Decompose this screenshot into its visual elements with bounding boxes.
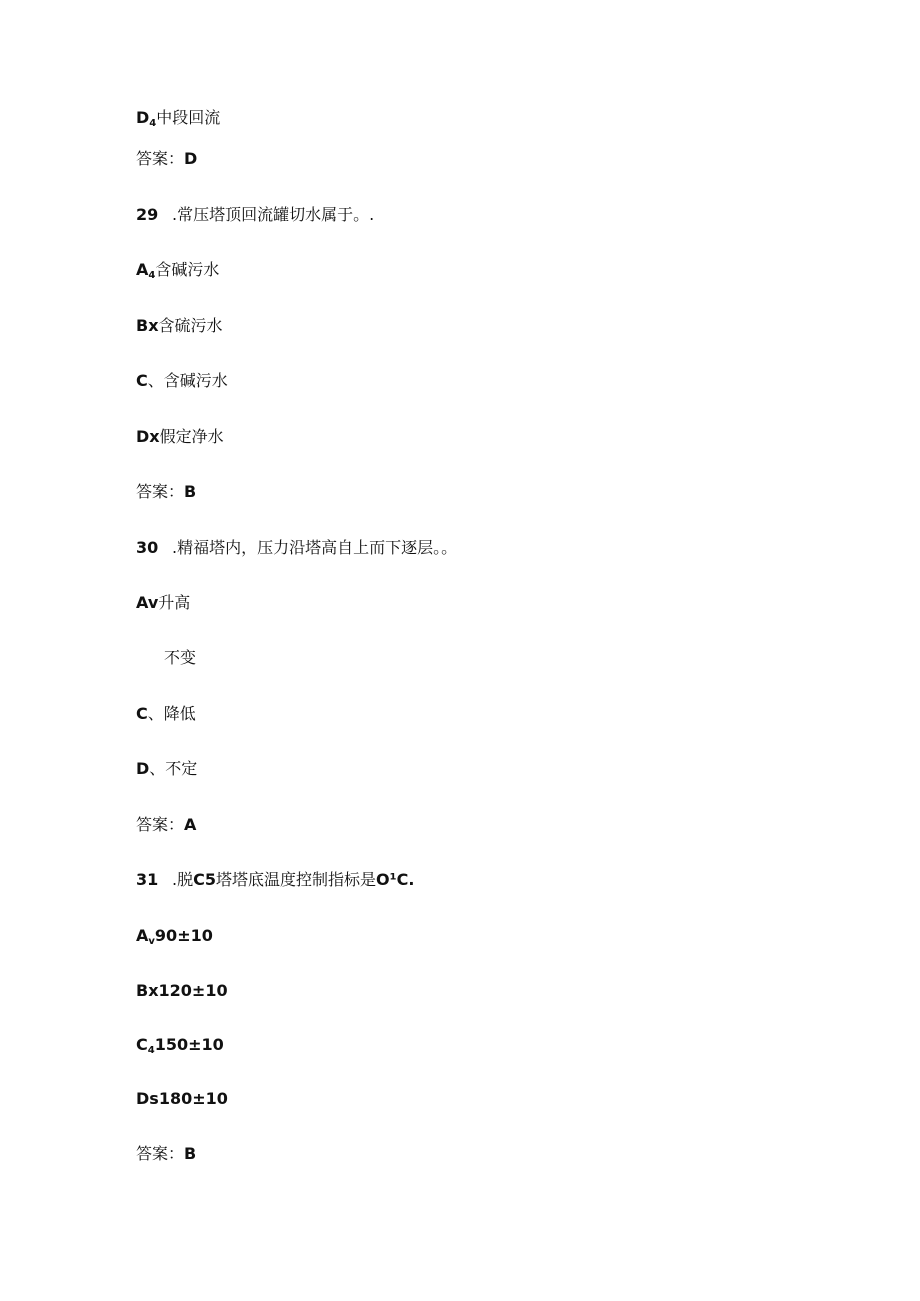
answer-line xyxy=(136,149,197,169)
answer-line xyxy=(136,815,196,835)
question-number: 29 xyxy=(136,205,159,224)
answer-value: B xyxy=(184,482,197,501)
option-b-line xyxy=(164,648,196,668)
option-letter: C xyxy=(136,1035,148,1054)
option-text: 、不定 xyxy=(149,759,198,778)
question-text-b: C5 xyxy=(193,870,216,889)
option-letter: C xyxy=(136,704,148,723)
option-letter: Dx xyxy=(136,427,160,446)
option-text: 180±10 xyxy=(158,1089,228,1108)
answer-label: 答案： xyxy=(136,1144,185,1163)
option-text: 120±10 xyxy=(158,981,228,1000)
option-d-line xyxy=(136,759,197,779)
option-text: 含硫污水 xyxy=(158,316,223,335)
question-text: .精福塔内，压力沿塔高自上而下逐层。。 xyxy=(172,538,458,557)
option-subscript: v xyxy=(148,936,155,947)
option-subscript: 4 xyxy=(149,118,157,129)
option-text: 150±10 xyxy=(154,1035,224,1054)
answer-label: 答案： xyxy=(136,482,185,501)
option-letter: Ds xyxy=(136,1089,159,1108)
option-subscript: 4 xyxy=(148,270,156,281)
option-a-line xyxy=(136,260,219,283)
question-text-c: 塔塔底温度控制指标是 xyxy=(215,870,376,889)
question-31 xyxy=(136,870,414,890)
option-text: 假定净水 xyxy=(159,427,224,446)
option-a-line xyxy=(136,593,190,613)
answer-value: B xyxy=(184,1144,197,1163)
option-c-line xyxy=(136,1035,224,1058)
question-29 xyxy=(136,205,374,225)
answer-label: 答案： xyxy=(136,149,185,168)
question-30 xyxy=(136,538,457,558)
option-text: 升高 xyxy=(158,593,191,612)
option-b-line xyxy=(136,981,228,1001)
option-b-line xyxy=(136,316,223,336)
option-c-line xyxy=(136,371,228,391)
option-d-line xyxy=(136,427,224,447)
option-letter: A xyxy=(136,260,149,279)
answer-value: D xyxy=(184,149,198,168)
option-letter: Bx xyxy=(136,981,159,1000)
answer-line xyxy=(136,482,196,502)
option-letter: Bx xyxy=(136,316,159,335)
answer-line xyxy=(136,1144,196,1164)
option-letter: C xyxy=(136,371,148,390)
option-d-line xyxy=(136,108,220,131)
question-number: 31 xyxy=(136,870,159,889)
answer-value: A xyxy=(184,815,197,834)
option-d-line xyxy=(136,1089,228,1109)
question-number: 30 xyxy=(136,538,159,557)
question-text-a: .脱 xyxy=(172,870,194,889)
option-subscript: 4 xyxy=(147,1045,155,1056)
option-a-line xyxy=(136,926,213,949)
option-text: 不变 xyxy=(164,648,197,667)
question-text-d: O¹C. xyxy=(375,870,415,889)
option-text: 90±10 xyxy=(154,926,213,945)
option-letter: D xyxy=(136,108,150,127)
option-c-line xyxy=(136,704,196,724)
option-text: 、含碱污水 xyxy=(147,371,228,390)
option-letter: D xyxy=(136,759,150,778)
question-text: .常压塔顶回流罐切水属于。. xyxy=(172,205,375,224)
option-text: 中段回流 xyxy=(156,108,221,127)
answer-label: 答案： xyxy=(136,815,185,834)
option-letter: Av xyxy=(136,593,159,612)
option-text: 、降低 xyxy=(147,704,196,723)
option-text: 含碱污水 xyxy=(155,260,220,279)
option-letter: A xyxy=(136,926,149,945)
